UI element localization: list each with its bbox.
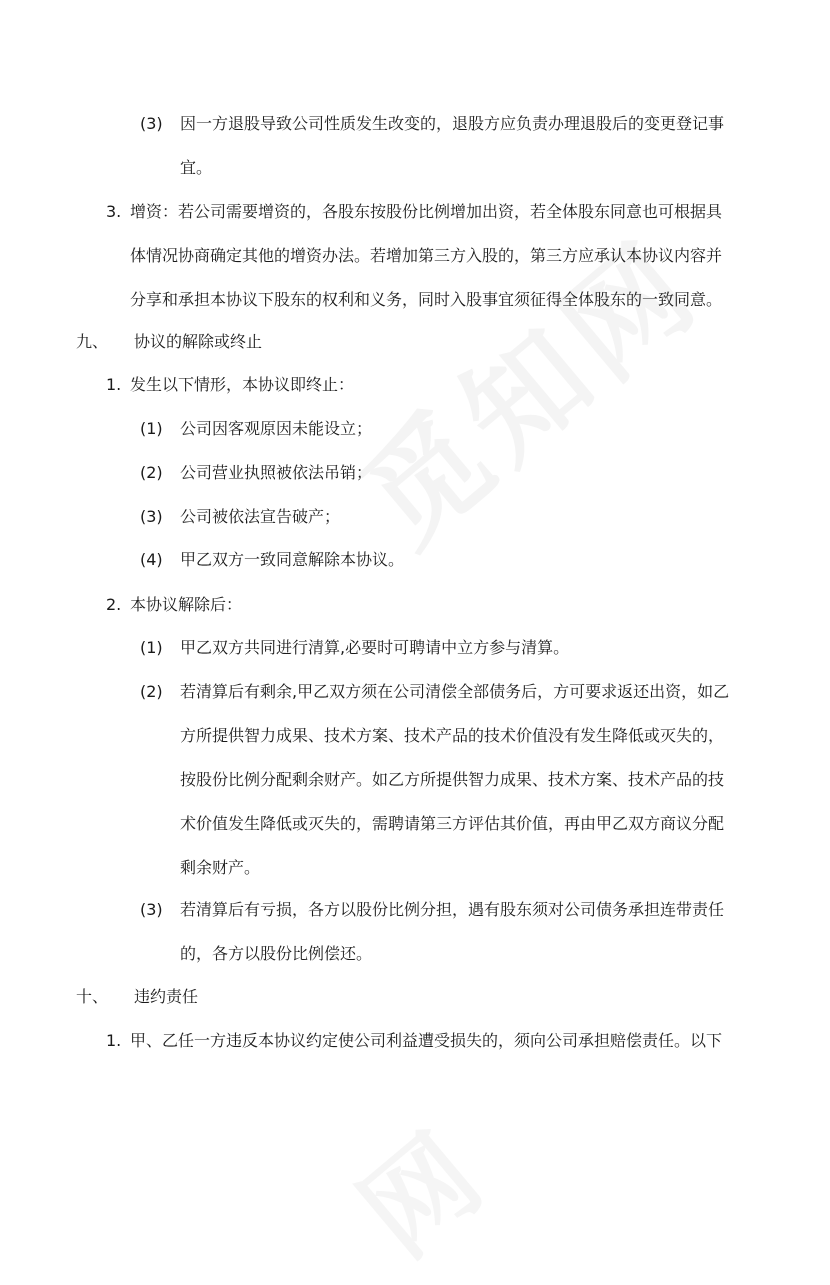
item-number: (2) bbox=[140, 463, 163, 482]
item-number: (1) bbox=[140, 419, 163, 438]
paragraph-line: 本协议解除后： bbox=[130, 595, 243, 614]
paragraph-line: 宜。 bbox=[180, 158, 213, 177]
item-number: (3) bbox=[140, 507, 163, 526]
section-number: 十、 bbox=[76, 987, 109, 1006]
section-title: 协议的解除或终止 bbox=[134, 332, 263, 351]
paragraph-number: 3. bbox=[106, 202, 122, 221]
paragraph-number: 1. bbox=[106, 1031, 122, 1050]
paragraph-line: 甲、乙任一方违反本协议约定使公司利益遭受损失的，须向公司承担赔偿责任。以下 bbox=[130, 1031, 723, 1050]
paragraph-line: 分享和承担本协议下股东的权利和义务，同时入股事宜须征得全体股东的一致同意。 bbox=[130, 290, 723, 309]
section-title: 违约责任 bbox=[134, 987, 199, 1006]
list-item: 公司营业执照被依法吊销； bbox=[180, 463, 373, 482]
paragraph-line: 发生以下情形，本协议即终止： bbox=[130, 375, 355, 394]
list-item: 公司被依法宣告破产； bbox=[180, 507, 341, 526]
paragraph-number: 1. bbox=[106, 375, 122, 394]
paragraph-line: 的，各方以股份比例偿还。 bbox=[180, 944, 373, 963]
item-number: (3) bbox=[140, 900, 163, 919]
paragraph-line: 剩余财产。 bbox=[180, 858, 261, 877]
paragraph-line: 体情况协商确定其他的增资办法。若增加第三方入股的，第三方应承认本协议内容并 bbox=[130, 246, 723, 265]
paragraph-line: 术价值发生降低或灭失的，需聘请第三方评估其价值，再由甲乙双方商议分配 bbox=[180, 814, 725, 833]
paragraph-line: 增资：若公司需要增资的，各股东按股份比例增加出资，若全体股东同意也可根据具 bbox=[130, 202, 723, 221]
item-number: (3) bbox=[140, 114, 163, 133]
list-item: 甲乙双方一致同意解除本协议。 bbox=[180, 550, 405, 569]
item-number: (4) bbox=[140, 550, 163, 569]
paragraph-line: 方所提供智力成果、技术方案、技术产品的技术价值没有发生降低或灭失的， bbox=[180, 726, 725, 745]
paragraph-line: 因一方退股导致公司性质发生改变的，退股方应负责办理退股后的变更登记事 bbox=[180, 114, 725, 133]
section-number: 九、 bbox=[76, 332, 109, 351]
watermark-partial bbox=[322, 1093, 508, 1285]
paragraph-line: 若清算后有亏损，各方以股份比例分担，遇有股东须对公司债务承担连带责任 bbox=[180, 900, 725, 919]
list-item: 甲乙双方共同进行清算,必要时可聘请中立方参与清算。 bbox=[180, 638, 570, 657]
item-number: (1) bbox=[140, 638, 163, 657]
paragraph-line: 按股份比例分配剩余财产。如乙方所提供智力成果、技术方案、技术产品的技 bbox=[180, 770, 725, 789]
item-number: (2) bbox=[140, 682, 163, 701]
list-item bbox=[140, 113, 163, 135]
paragraph-line: 若清算后有剩余,甲乙双方须在公司清偿全部债务后，方可要求返还出资，如乙 bbox=[180, 682, 730, 701]
paragraph-number: 2. bbox=[106, 595, 122, 614]
list-item: 公司因客观原因未能设立； bbox=[180, 419, 373, 438]
